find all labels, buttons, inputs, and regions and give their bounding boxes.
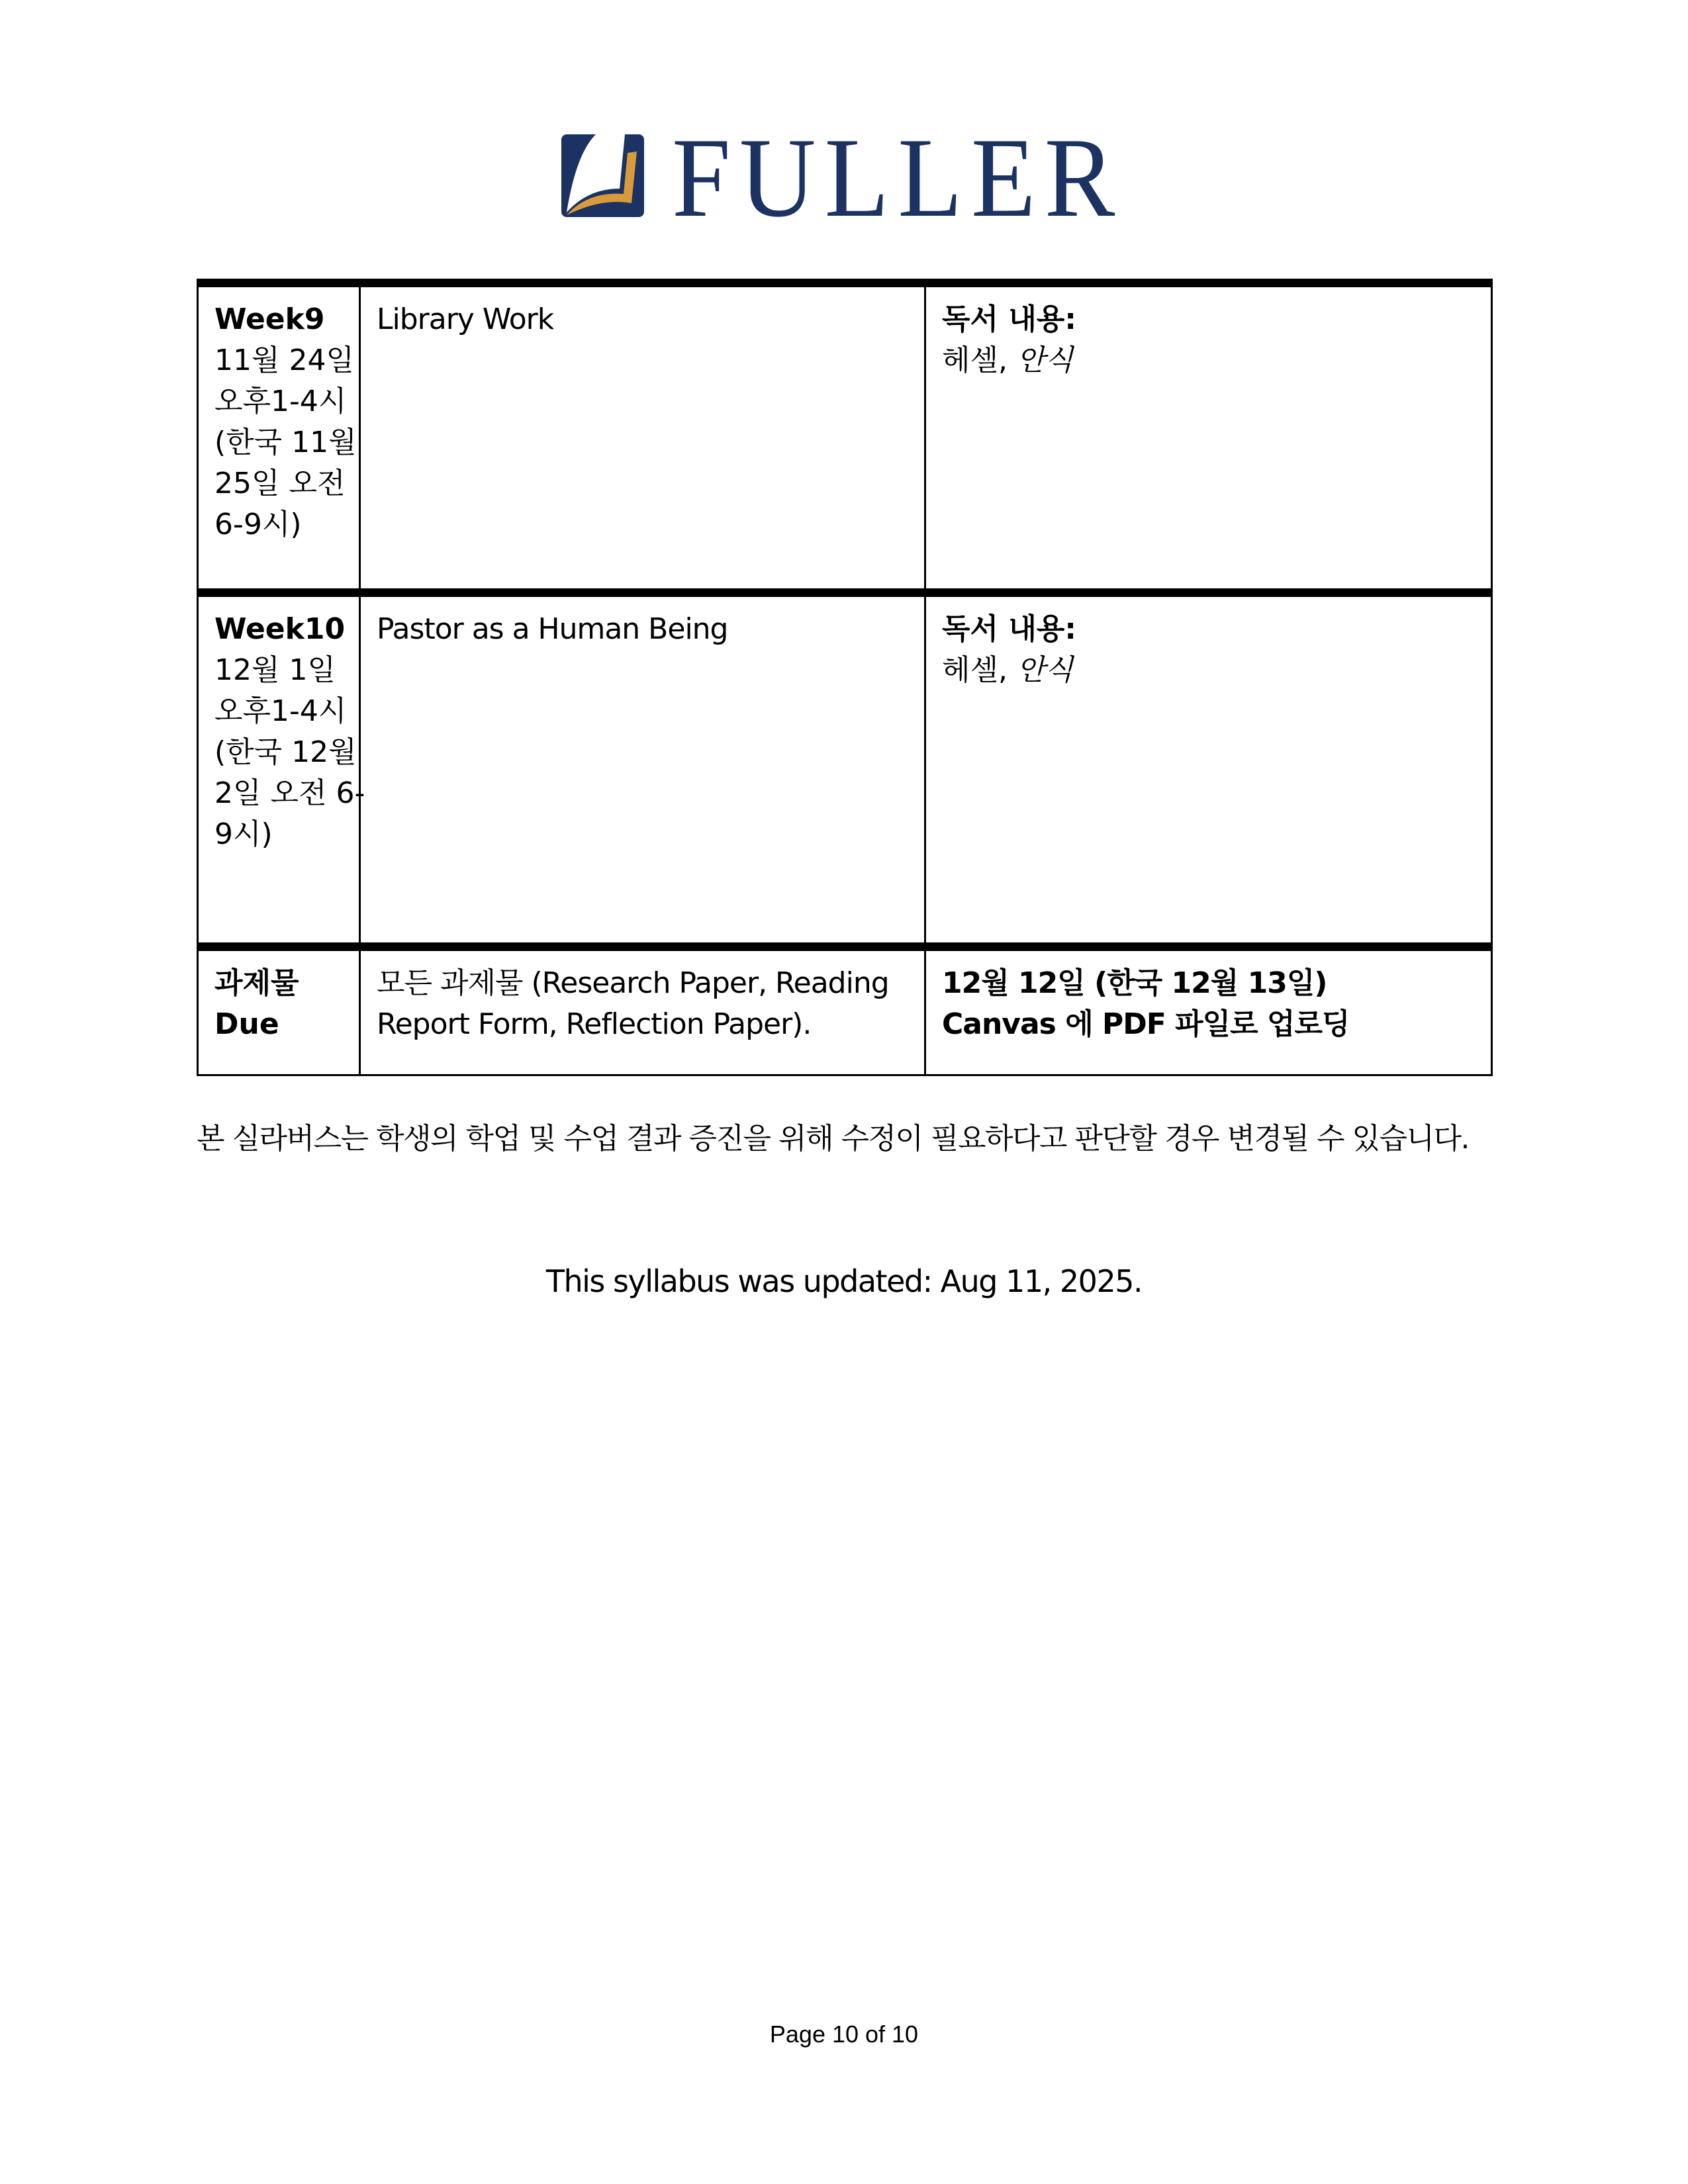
week-label: Week10 bbox=[214, 612, 346, 646]
reading-cell bbox=[925, 593, 1492, 947]
assignments-cell bbox=[360, 947, 925, 1075]
table-row-week9 bbox=[198, 283, 1492, 593]
reading-author: 헤셀, bbox=[942, 343, 1017, 377]
topic-cell bbox=[360, 283, 925, 593]
reading-label: 독서 내용: bbox=[942, 302, 1076, 336]
date-line: 25일 오전 bbox=[214, 467, 346, 500]
due-date: 12월 12일 (한국 12월 13일) bbox=[942, 966, 1327, 1000]
date-line: 12월 1일 bbox=[214, 653, 336, 687]
submission-instructions: Canvas 에 PDF 파일로 업로딩 bbox=[942, 1007, 1350, 1041]
date-line: 11월 24일 bbox=[214, 343, 354, 377]
date-line: 오후1-4시 bbox=[214, 385, 347, 418]
date-line: 오후1-4시 bbox=[214, 694, 347, 728]
table-row-due bbox=[198, 947, 1492, 1075]
due-label-ko: 과제물 bbox=[214, 966, 299, 1000]
topic-text: Pastor as a Human Being bbox=[377, 612, 728, 646]
reading-item bbox=[942, 650, 1476, 691]
date-line: 2일 오전 6- bbox=[214, 776, 365, 810]
week-cell bbox=[198, 283, 360, 593]
assignments-line: Report Form, Reflection Paper). bbox=[377, 1007, 812, 1041]
syllabus-change-notice: 본 실라버스는 학생의 학업 및 수업 결과 증진을 위해 수정이 필요하다고 판단할 경우 변경될 수 있습니다. bbox=[197, 1122, 1469, 1156]
topic-text: Library Work bbox=[377, 302, 554, 336]
date-line: (한국 12월 bbox=[214, 735, 357, 769]
table-row-week10 bbox=[198, 593, 1492, 947]
fuller-wordmark: FULLER bbox=[672, 115, 1124, 241]
updated-date: This syllabus was updated: Aug 11, 2025. bbox=[545, 1263, 1143, 1299]
due-label-cell bbox=[198, 947, 360, 1075]
page-number: Page 10 of 10 bbox=[769, 2021, 919, 2048]
reading-label: 독서 내용: bbox=[942, 612, 1076, 646]
reading-item bbox=[942, 340, 1476, 381]
topic-cell bbox=[360, 593, 925, 947]
reading-cell bbox=[925, 283, 1492, 593]
date-line: (한국 11월 bbox=[214, 426, 357, 459]
week-cell bbox=[198, 593, 365, 947]
assignments-line: 모든 과제물 (Research Paper, Reading bbox=[377, 966, 889, 1000]
due-date-cell bbox=[925, 947, 1492, 1075]
due-label-en: Due bbox=[214, 1007, 279, 1041]
reading-author: 헤셀, bbox=[942, 653, 1017, 687]
date-line: 6-9시) bbox=[214, 508, 302, 541]
schedule-table bbox=[197, 279, 1493, 1076]
reading-title: 안식 bbox=[1016, 343, 1073, 377]
reading-title: 안식 bbox=[1016, 653, 1073, 687]
fuller-logo bbox=[561, 115, 1158, 241]
date-line: 9시) bbox=[214, 817, 273, 851]
fuller-book-icon bbox=[561, 134, 644, 217]
week-label: Week9 bbox=[214, 302, 325, 336]
